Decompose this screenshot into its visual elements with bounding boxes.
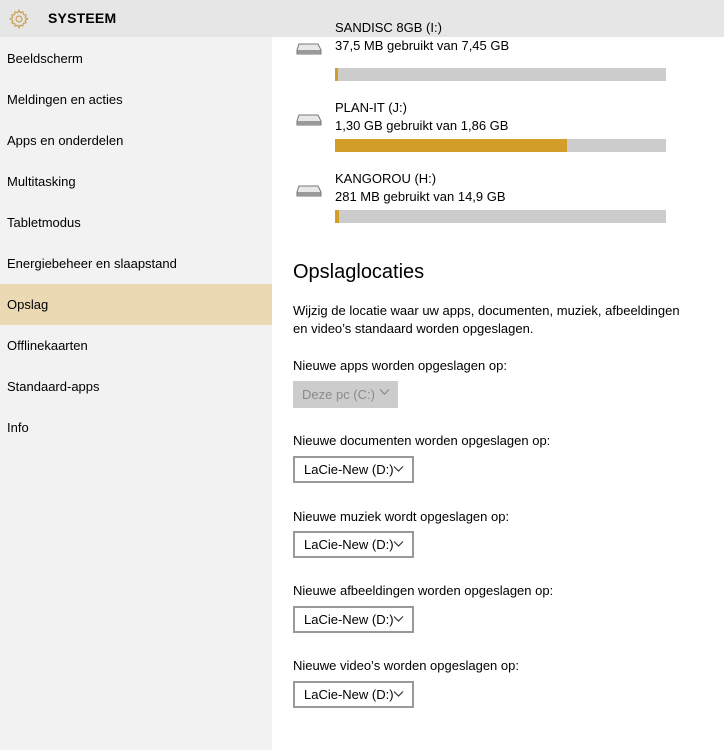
drive-icon: [296, 41, 322, 57]
chevron-down-icon: [379, 388, 390, 396]
music-location-label: Nieuwe muziek wordt opgeslagen op:: [293, 509, 510, 524]
sidebar-item-tabletmodus[interactable]: Tabletmodus: [7, 215, 81, 230]
chevron-down-icon: [393, 540, 404, 548]
dropdown-value: LaCie-New (D:): [304, 537, 394, 552]
app-title: SYSTEEM: [48, 10, 117, 26]
gear-icon: [8, 8, 30, 30]
pictures-location-dropdown[interactable]: [293, 606, 414, 633]
drive-usage-bar: [335, 139, 666, 152]
drive-usage-fill: [335, 210, 339, 223]
sidebar-item-info[interactable]: Info: [7, 420, 29, 435]
videos-location-label: Nieuwe video’s worden opgeslagen op:: [293, 658, 519, 673]
sidebar-item-meldingen[interactable]: Meldingen en acties: [7, 92, 123, 107]
dropdown-value: Deze pc (C:): [302, 387, 375, 402]
drive-item[interactable]: [272, 163, 724, 223]
sidebar-item-apps[interactable]: Apps en onderdelen: [7, 133, 124, 148]
sidebar-item-beeldscherm[interactable]: Beeldscherm: [7, 51, 83, 66]
drive-name: KANGOROU (H:): [335, 171, 437, 186]
drive-icon: [296, 112, 322, 128]
drive-usage: 281 MB gebruikt van 14,9 GB: [335, 189, 506, 204]
drive-usage-fill: [335, 139, 567, 152]
main-content: [272, 20, 724, 750]
videos-location-dropdown[interactable]: [293, 681, 414, 708]
drive-usage-bar: [335, 210, 666, 223]
sidebar-item-opslag[interactable]: Opslag: [0, 284, 272, 325]
dropdown-value: LaCie-New (D:): [304, 612, 394, 627]
drive-usage-fill: [335, 68, 338, 81]
section-description: Wijzig de locatie waar uw apps, documenten, muziek, afbeeldingen en video’s standaard worden opgeslagen.: [293, 303, 680, 336]
sidebar: [0, 37, 272, 750]
apps-location-label: Nieuwe apps worden opgeslagen op:: [293, 358, 507, 373]
apps-location-dropdown: [293, 381, 398, 408]
dropdown-value: LaCie-New (D:): [304, 462, 394, 477]
drive-usage: 37,5 MB gebruikt van 7,45 GB: [335, 38, 510, 53]
chevron-down-icon: [393, 465, 404, 473]
dropdown-value: LaCie-New (D:): [304, 687, 394, 702]
chevron-down-icon: [393, 690, 404, 698]
sidebar-item-offlinekaarten[interactable]: Offlinekaarten: [7, 338, 88, 353]
pictures-location-label: Nieuwe afbeeldingen worden opgeslagen op:: [293, 583, 554, 598]
drive-name: PLAN-IT (J:): [335, 100, 407, 115]
section-title: Opslaglocaties: [293, 261, 425, 283]
drive-usage: 1,30 GB gebruikt van 1,86 GB: [335, 118, 509, 133]
documents-location-label: Nieuwe documenten worden opgeslagen op:: [293, 433, 551, 448]
sidebar-item-multitasking[interactable]: Multitasking: [7, 174, 76, 189]
sidebar-item-energiebeheer[interactable]: Energiebeheer en slaapstand: [7, 256, 177, 271]
music-location-dropdown[interactable]: [293, 531, 414, 558]
chevron-down-icon: [393, 615, 404, 623]
drive-usage-bar: [335, 68, 666, 81]
sidebar-item-standaard-apps[interactable]: Standaard-apps: [7, 379, 100, 394]
drive-item[interactable]: [272, 92, 724, 152]
drive-item[interactable]: [272, 21, 724, 81]
drive-name: SANDISC 8GB (I:): [335, 20, 442, 35]
documents-location-dropdown[interactable]: [293, 456, 414, 483]
drive-icon: [296, 183, 322, 199]
